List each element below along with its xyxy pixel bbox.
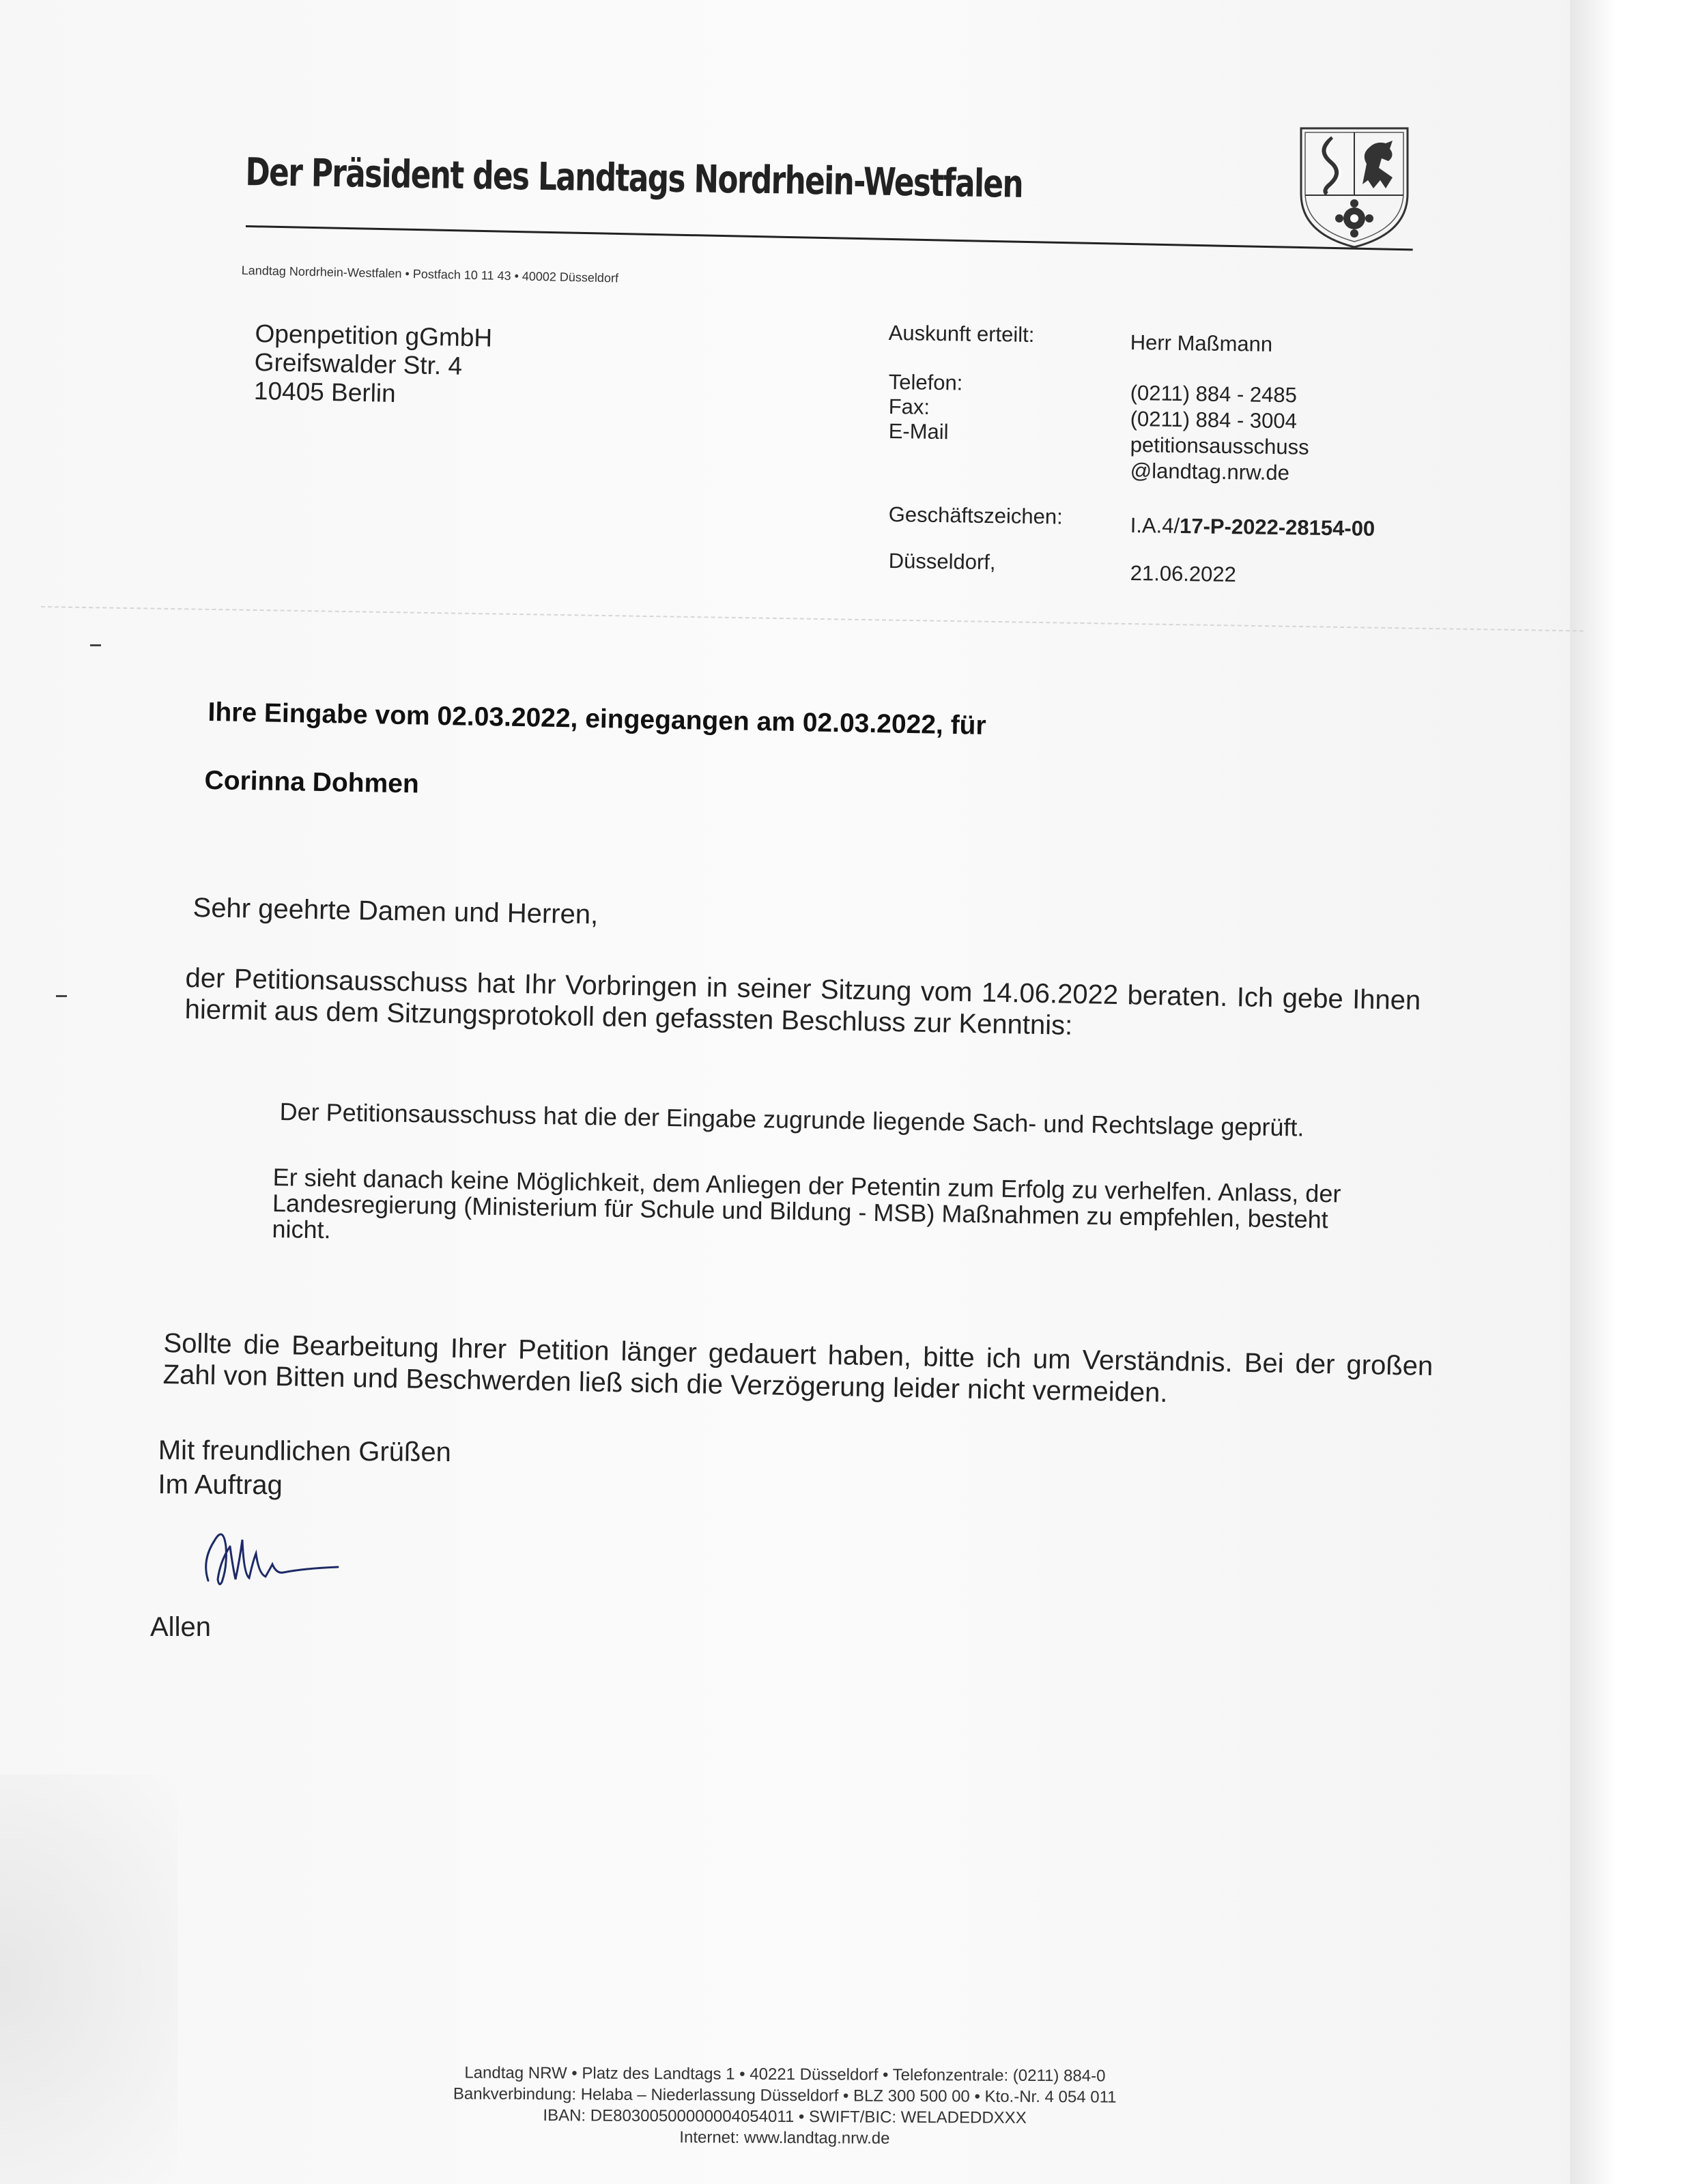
punch-mark <box>56 995 67 997</box>
recipient-address <box>254 319 493 410</box>
footer-website: Internet: www.landtag.nrw.de <box>679 2128 890 2148</box>
contact-label: Auskunft erteilt: <box>888 321 1035 347</box>
coat-of-arms-icon <box>1296 123 1413 250</box>
closing-greeting: Mit freundlichen Grüßen <box>158 1435 452 1467</box>
decision-paragraph-2: Er sieht danach keine Möglichkeit, dem Anliegen der Petentin zum Erfolg zu verhelfen. Anlass, der Landesregierung (Ministerium für Schule und Bildung - MSB) Maßnahmen zu empfehlen, besteht nicht. <box>272 1163 1341 1244</box>
closing-im-auftrag: Im Auftrag <box>158 1469 283 1501</box>
handwritten-signature <box>195 1519 345 1601</box>
email-value-user: petitionsausschuss <box>1130 433 1309 459</box>
footer-address: Landtag NRW • Platz des Landtags 1 • 40221 Düsseldorf • Telefonzentrale: (0211) 884-0 <box>464 2063 1106 2086</box>
reference-prefix: I.A.4/ <box>1130 513 1180 538</box>
reference-value <box>1130 513 1375 541</box>
contact-name: Herr Maßmann <box>1130 330 1273 356</box>
decision-paragraph-1: Der Petitionsausschuss hat die der Eingabe zugrunde liegende Sach- und Rechtslage geprüft. <box>279 1097 1304 1142</box>
signer-name: Allen <box>150 1612 211 1642</box>
place-label: Düsseldorf, <box>888 549 996 575</box>
salutation: Sehr geehrte Damen und Herren, <box>192 893 599 930</box>
paper-edge <box>1570 0 1684 2184</box>
reference-label: Geschäftszeichen: <box>888 502 1064 529</box>
letter-footer <box>395 2062 1174 2151</box>
email-label: E-Mail <box>888 419 949 444</box>
letter-date: 21.06.2022 <box>1130 561 1237 587</box>
recipient-street: Greifswalder Str. 4 <box>254 347 463 380</box>
recipient-name: Openpetition gGmbH <box>255 319 493 352</box>
sender-address-line: Landtag Nordrhein-Westfalen • Postfach 10 11 43 • 40002 Düsseldorf <box>241 263 619 285</box>
footer-bank: Bankverbindung: Helaba – Niederlassung Düsseldorf • BLZ 300 500 00 • Kto.-Nr. 4 054 011 <box>453 2084 1117 2107</box>
subject-line: Ihre Eingabe vom 02.03.2022, eingegangen am 02.03.2022, für <box>208 698 987 741</box>
reference-number: 17-P-2022-28154-00 <box>1179 514 1375 541</box>
body-paragraph-2: Sollte die Bearbeitung Ihrer Petition länger gedauert haben, bitte ich um Verständnis. Bei der großen Zahl von Bitten und Beschwerden ließ sich die Verzögerung leider nicht vermeiden. <box>162 1327 1433 1408</box>
letterhead-title: Der Präsident des Landtags Nordrhein-Westfalen <box>244 150 1023 207</box>
closing-block <box>158 1433 451 1504</box>
recipient-city: 10405 Berlin <box>253 376 397 407</box>
paper-shadow <box>0 1774 177 2184</box>
body-paragraph-1: der Petitionsausschuss hat Ihr Vorbringen in seiner Sitzung vom 14.06.2022 beraten. Ich gebe Ihnen hiermit aus dem Sitzungsprotokoll den gefassten Beschluss zur Kenntnis: <box>184 962 1421 1041</box>
fax-label: Fax: <box>888 394 930 419</box>
phone-label: Telefon: <box>888 370 963 395</box>
fax-value: (0211) 884 - 3004 <box>1130 407 1298 433</box>
subject-person: Corinna Dohmen <box>204 766 420 799</box>
fold-mark <box>90 644 101 646</box>
footer-iban: IBAN: DE80300500000004054011 • SWIFT/BIC: WELADEDDXXX <box>543 2106 1027 2127</box>
email-value-domain: @landtag.nrw.de <box>1130 459 1290 485</box>
phone-value: (0211) 884 - 2485 <box>1130 381 1298 407</box>
